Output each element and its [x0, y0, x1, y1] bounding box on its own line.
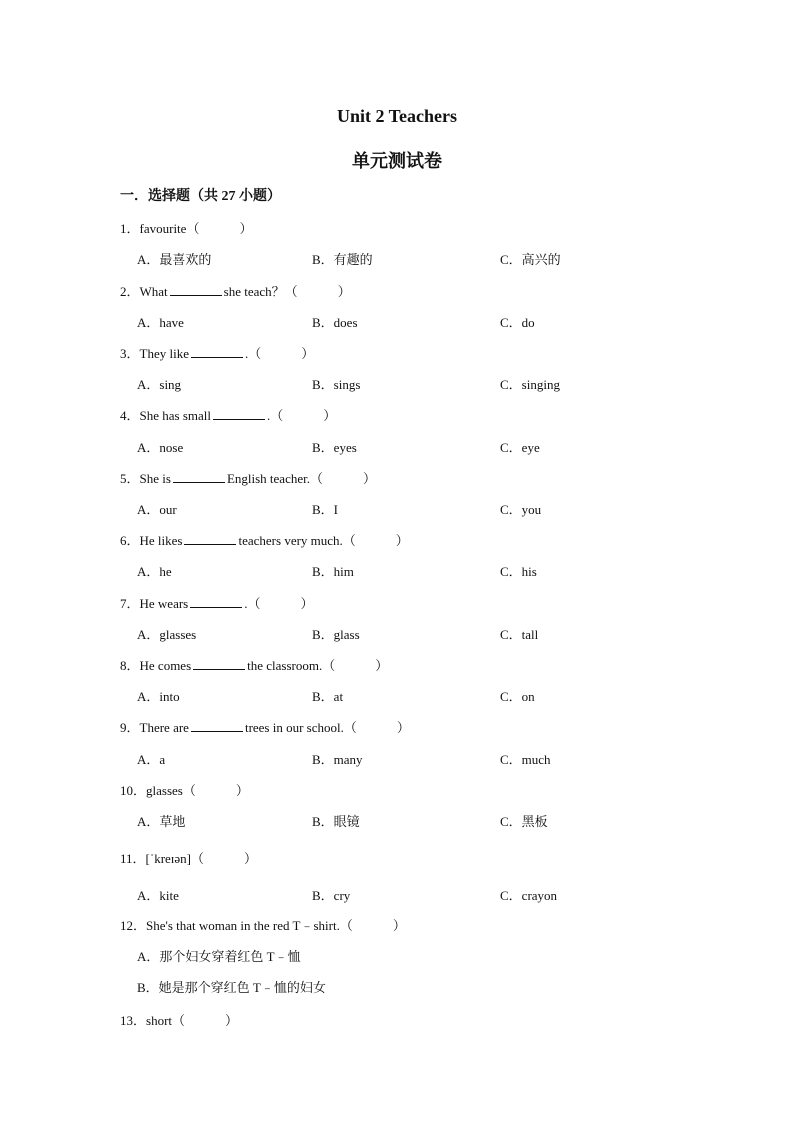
- page-subtitle: 单元测试卷: [352, 151, 442, 171]
- question-12: [120, 915, 406, 934]
- page-title: Unit 2 Teachers: [336, 106, 457, 126]
- question-number: 5．: [120, 471, 140, 486]
- answer-blank: [184, 533, 236, 545]
- option-c[interactable]: C．you: [500, 502, 542, 517]
- question-number: 4．: [120, 408, 140, 423]
- option-a[interactable]: A．a: [137, 752, 166, 767]
- question-13: [120, 1010, 238, 1029]
- question-text: There are: [139, 720, 189, 735]
- question-text: trees in our school.（: [244, 720, 357, 735]
- question-4: [120, 405, 336, 424]
- question-paren-close: ）: [395, 533, 409, 548]
- question-text: short（: [146, 1013, 186, 1028]
- option-b[interactable]: B．eyes: [312, 440, 357, 455]
- question-paren-close: ）: [375, 658, 389, 673]
- question-number: 6．: [120, 533, 140, 548]
- option-b[interactable]: B．I: [312, 502, 339, 517]
- question-text: teachers very much.（: [238, 533, 356, 548]
- question-paren-close: ）: [244, 851, 258, 866]
- option-b[interactable]: B．眼镜: [312, 814, 360, 829]
- question-number: 13．: [120, 1013, 147, 1028]
- option-c[interactable]: C．黑板: [500, 814, 548, 829]
- option-b[interactable]: B．sings: [312, 377, 361, 392]
- question-number: 1．: [120, 221, 140, 236]
- question-text: she teach？（: [223, 284, 298, 299]
- question-paren-close: ）: [337, 284, 351, 299]
- question-text: He comes: [139, 658, 192, 673]
- option-a[interactable]: A．最喜欢的: [137, 252, 212, 267]
- question-number: 10．: [120, 783, 147, 798]
- question-number: 2．: [120, 284, 140, 299]
- option-b[interactable]: B．does: [312, 315, 358, 330]
- option-c[interactable]: C．tall: [500, 627, 539, 642]
- question-text: .（: [267, 408, 284, 423]
- answer-blank: [191, 346, 243, 358]
- question-text: They like: [139, 346, 189, 361]
- question-text: the classroom.（: [247, 658, 336, 673]
- option-a[interactable]: A．glasses: [137, 627, 197, 642]
- option-a[interactable]: A．our: [137, 502, 177, 517]
- question-7: [120, 593, 314, 612]
- question-text: [ˈkreɪən]（: [145, 851, 204, 866]
- question-1: [120, 218, 252, 237]
- question-text: She's that woman in the red T﹣shirt.（: [146, 918, 353, 933]
- option-b[interactable]: B．many: [312, 752, 363, 767]
- option-b[interactable]: B．at: [312, 689, 344, 704]
- option-c[interactable]: C．高兴的: [500, 252, 561, 267]
- option-a[interactable]: A．he: [137, 564, 172, 579]
- question-number: 11．: [120, 851, 146, 866]
- option-c[interactable]: C．do: [500, 315, 535, 330]
- question-text: English teacher.（: [226, 471, 323, 486]
- question-text: .（: [244, 596, 261, 611]
- question-6: [120, 530, 409, 549]
- question-text: She is: [139, 471, 171, 486]
- question-11: [120, 848, 257, 867]
- answer-blank: [173, 471, 225, 483]
- option-b[interactable]: B．有趣的: [312, 252, 373, 267]
- question-number: 12．: [120, 918, 147, 933]
- option-c[interactable]: C．much: [500, 752, 551, 767]
- question-number: 3．: [120, 346, 140, 361]
- option-b[interactable]: B．him: [312, 564, 354, 579]
- option-c[interactable]: C．eye: [500, 440, 540, 455]
- question-paren-close: ）: [392, 918, 406, 933]
- question-paren-close: ）: [239, 221, 253, 236]
- option-b[interactable]: B．她是那个穿红色 T﹣恤的妇女: [137, 980, 326, 995]
- question-2: [120, 281, 351, 300]
- option-a[interactable]: A．那个妇女穿着红色 T﹣恤: [137, 949, 301, 964]
- question-3: [120, 343, 314, 362]
- answer-blank: [213, 408, 265, 420]
- question-9: [120, 717, 410, 736]
- option-a[interactable]: A．have: [137, 315, 184, 330]
- question-text: He likes: [139, 533, 183, 548]
- option-a[interactable]: A．into: [137, 689, 180, 704]
- option-c[interactable]: C．singing: [500, 377, 560, 392]
- section-heading: 一．选择题（共 27 小题）: [120, 189, 281, 204]
- question-5: [120, 468, 376, 487]
- question-number: 8．: [120, 658, 140, 673]
- question-8: [120, 655, 388, 674]
- option-a[interactable]: A．nose: [137, 440, 184, 455]
- answer-blank: [190, 596, 242, 608]
- question-number: 9．: [120, 720, 140, 735]
- answer-blank: [191, 720, 243, 732]
- question-text: He wears: [139, 596, 189, 611]
- option-b[interactable]: B．cry: [312, 888, 351, 903]
- question-text: She has small: [139, 408, 212, 423]
- question-paren-close: ）: [225, 1013, 239, 1028]
- question-paren-close: ）: [300, 596, 314, 611]
- question-text: .（: [244, 346, 262, 361]
- question-paren-close: ）: [396, 720, 410, 735]
- option-c[interactable]: C．on: [500, 689, 535, 704]
- option-a[interactable]: A．kite: [137, 888, 179, 903]
- answer-blank: [170, 284, 222, 296]
- question-number: 7．: [120, 596, 140, 611]
- option-c[interactable]: C．his: [500, 564, 537, 579]
- option-b[interactable]: B．glass: [312, 627, 360, 642]
- question-paren-close: ）: [323, 408, 337, 423]
- question-text: What: [139, 284, 168, 299]
- option-a[interactable]: A．草地: [137, 814, 186, 829]
- question-paren-close: ）: [235, 783, 249, 798]
- question-paren-close: ）: [362, 471, 376, 486]
- question-paren-close: ）: [301, 346, 315, 361]
- answer-blank: [193, 658, 245, 670]
- question-text: glasses（: [146, 783, 196, 798]
- question-10: [120, 780, 249, 799]
- question-text: favourite（: [139, 221, 200, 236]
- option-a[interactable]: A．sing: [137, 377, 182, 392]
- option-c[interactable]: C．crayon: [500, 888, 558, 903]
